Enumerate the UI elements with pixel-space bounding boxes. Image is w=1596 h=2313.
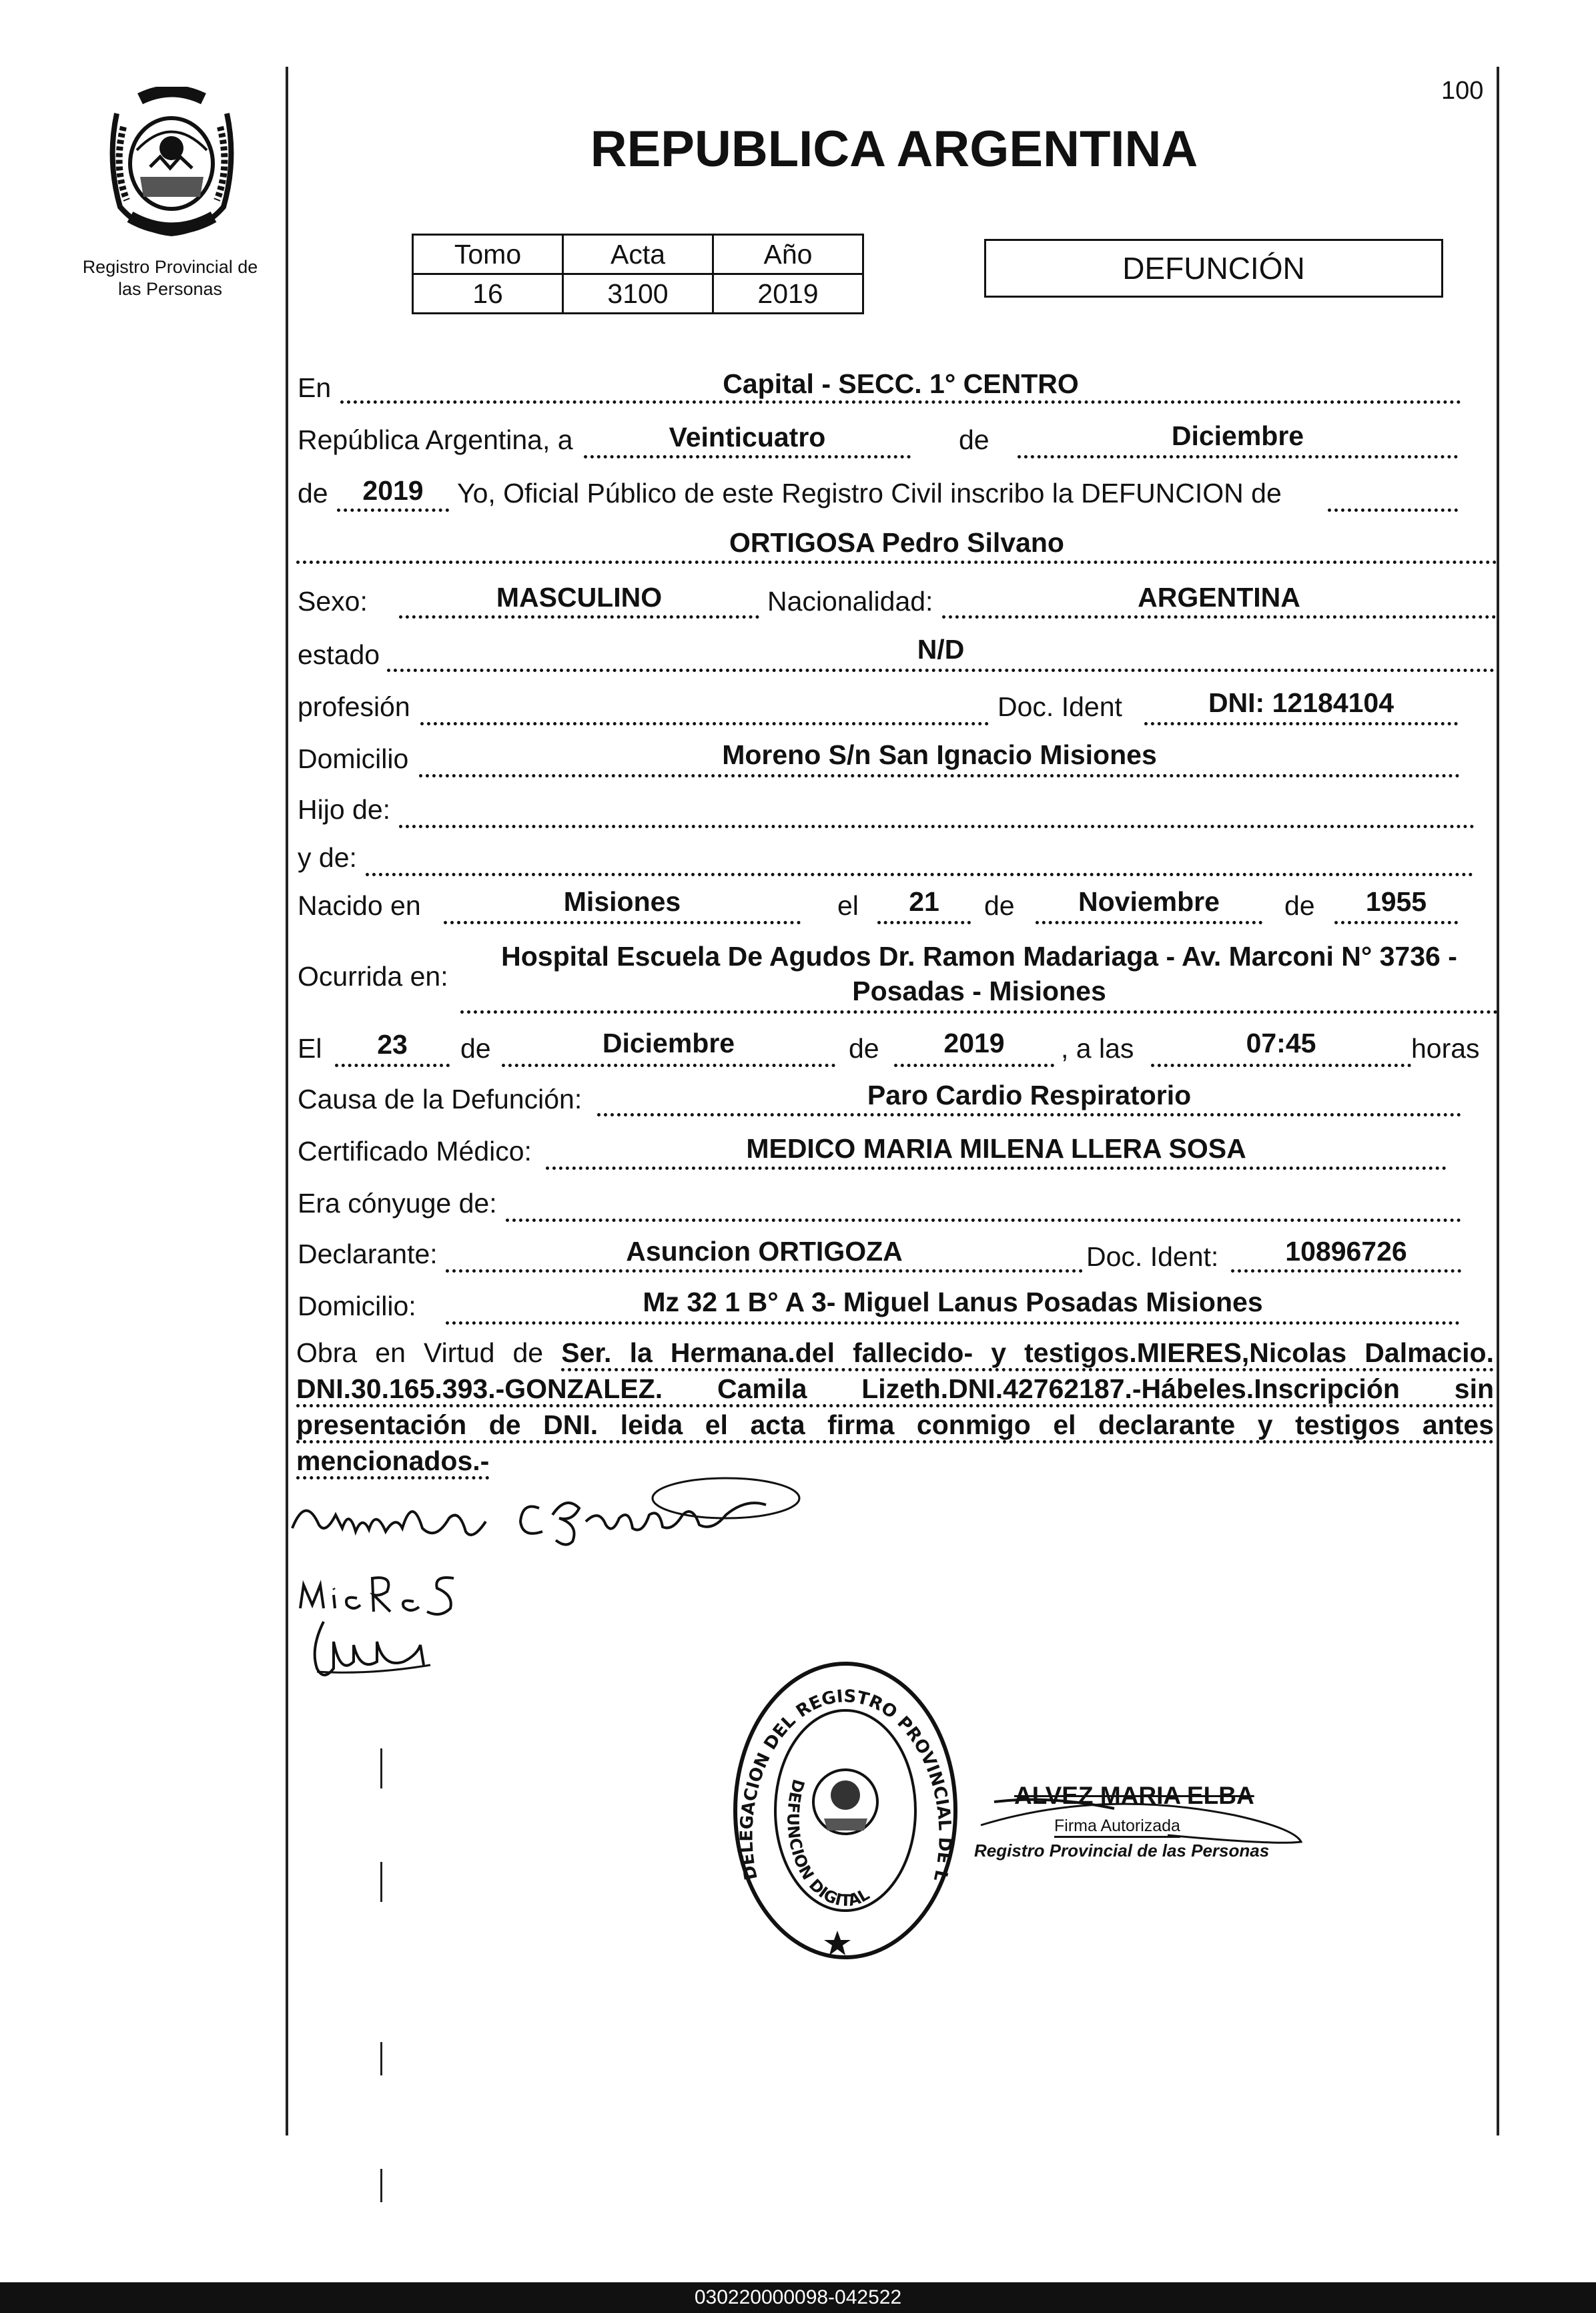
deceased-name: ORTIGOSA Pedro Silvano (729, 527, 1064, 558)
seal-inner-text: DEFUNCION DIGITAL (783, 1777, 873, 1910)
register-header-anio: Año (713, 235, 863, 274)
dotted-line (444, 921, 801, 924)
label-declarante: Declarante: (298, 1239, 438, 1269)
label-profesion: profesión (298, 691, 410, 722)
dotted-line (1334, 921, 1458, 924)
label-estado: estado (298, 639, 380, 670)
civil-status-value: N/D (917, 634, 965, 665)
dotted-line (597, 1113, 1461, 1116)
label-de: de (959, 424, 989, 455)
label-hijo-de: Hijo de: (298, 794, 391, 825)
registration-year: 2019 (362, 475, 424, 506)
label-obra: Obra en Virtud de (296, 1337, 544, 1368)
register-value-anio: 2019 (713, 274, 863, 314)
place-of-death-line2: Posadas - Misiones (852, 976, 1106, 1006)
registration-month: Diciembre (1171, 420, 1304, 451)
label-de-birth-month: de (984, 890, 1015, 921)
label-nacionalidad: Nacionalidad: (767, 586, 933, 617)
label-domicilio: Domicilio (298, 743, 409, 774)
dotted-line (337, 509, 449, 512)
label-ocurrida-en: Ocurrida en: (298, 961, 448, 992)
dotted-line (877, 921, 971, 924)
dotted-line (1144, 722, 1458, 725)
label-de-death-year: de (849, 1033, 879, 1064)
label-en: En (298, 372, 332, 403)
declarant-address-value: Mz 32 1 B° A 3- Miguel Lanus Posadas Misiones (643, 1287, 1263, 1317)
official-name: ALVEZ MARIA ELBA (1014, 1782, 1254, 1809)
declarant-signature (286, 1468, 833, 1562)
registry-name-line2: las Personas (117, 279, 223, 299)
death-day-value: 23 (377, 1029, 408, 1060)
document-id-value: DNI: 12184104 (1208, 687, 1394, 718)
dotted-line (296, 561, 1497, 564)
dotted-line (502, 1064, 835, 1067)
document-code-bar (0, 2282, 1596, 2313)
dotted-line (446, 1321, 1460, 1325)
dotted-line (894, 1064, 1054, 1067)
third-signature (304, 1615, 464, 1688)
dotted-line (335, 1064, 450, 1067)
dotted-line (942, 615, 1496, 619)
coat-of-arms-icon (100, 87, 244, 237)
province-emblem (100, 87, 244, 237)
official-role: Firma Autorizada (1054, 1816, 1180, 1838)
label-doc-ident: Doc. Ident (998, 691, 1122, 722)
dotted-line (399, 615, 759, 619)
label-y-de: y de: (298, 842, 357, 873)
dotted-line (420, 722, 989, 725)
left-margin-tick (380, 1862, 382, 1902)
label-sexo: Sexo: (298, 586, 368, 617)
medical-certificate-value: MEDICO MARIA MILENA LLERA SOSA (746, 1133, 1246, 1164)
label-de-death-month: de (460, 1033, 491, 1064)
left-margin-line (286, 67, 288, 2135)
observations-text: Ser. la Hermana.del fallecido- y testigos.MIERES,Nicolas Dalmacio. DNI.30.165.393.-GONZALEZ. Camila Lizeth.DNI.42762187.-Hábeles.Inscripción sin presentación de DNI. leida el acta firma conmigo el declarante y testigos antes mencionados.- (296, 1337, 1494, 1479)
right-margin-line (1497, 67, 1499, 2135)
label-oficial-statement: Yo, Oficial Público de este Registro Civil inscribo la DEFUNCION de (457, 478, 1282, 509)
observations-paragraph (296, 1335, 1494, 1479)
dotted-line (584, 455, 911, 458)
dotted-line (546, 1167, 1447, 1170)
left-margin-tick (380, 2169, 382, 2202)
label-doc-ident-declarant: Doc. Ident: (1086, 1241, 1219, 1272)
label-el-date: El (298, 1033, 322, 1064)
birth-year-value: 1955 (1365, 886, 1427, 917)
register-value-acta: 3100 (563, 274, 713, 314)
dotted-line (1328, 509, 1458, 512)
death-month-value: Diciembre (602, 1028, 735, 1058)
label-conyuge: Era cónyuge de: (298, 1188, 497, 1219)
label-certificado: Certificado Médico: (298, 1136, 532, 1167)
nationality-value: ARGENTINA (1138, 582, 1300, 613)
declarant-name-value: Asuncion ORTIGOZA (626, 1236, 903, 1267)
label-domicilio-declarant: Domicilio: (298, 1291, 416, 1321)
dotted-line (1151, 1064, 1411, 1067)
dotted-line (419, 774, 1460, 777)
death-year-value: 2019 (943, 1028, 1005, 1058)
label-horas: horas (1411, 1033, 1480, 1064)
place-of-registration: Capital - SECC. 1° CENTRO (723, 368, 1079, 399)
birth-month-value: Noviembre (1078, 886, 1220, 917)
document-type: DEFUNCIÓN (1122, 251, 1305, 286)
witness-signature (294, 1555, 494, 1622)
death-time-value: 07:45 (1246, 1028, 1316, 1058)
dotted-line (399, 825, 1475, 828)
document-type-box (984, 239, 1443, 298)
label-de-birth-year: de (1284, 890, 1315, 921)
star-icon (824, 1931, 851, 1955)
official-seal (731, 1658, 961, 1962)
label-el: el (837, 890, 859, 921)
dotted-line (1018, 455, 1458, 458)
registration-day-words: Veinticuatro (669, 422, 826, 452)
label-republica: República Argentina, a (298, 424, 573, 455)
seal-ring-text: DELEGACION DEL REGISTRO PROVINCIAL DE L (737, 1686, 955, 1883)
official-office: Registro Provincial de las Personas (974, 1841, 1270, 1861)
register-value-tomo: 16 (413, 274, 563, 314)
place-of-death-line1: Hospital Escuela De Agudos Dr. Ramon Madariaga - Av. Marconi N° 3736 - (501, 941, 1457, 972)
birth-day-value: 21 (909, 886, 939, 917)
register-table (412, 234, 864, 314)
label-a-las: , a las (1061, 1033, 1134, 1064)
registry-name-line1: Registro Provincial de (82, 257, 258, 277)
sex-value: MASCULINO (496, 582, 663, 613)
cause-of-death-value: Paro Cardio Respiratorio (867, 1080, 1192, 1110)
register-header-acta: Acta (563, 235, 713, 274)
dotted-line (366, 873, 1473, 876)
dotted-line (1036, 921, 1262, 924)
register-header-tomo: Tomo (413, 235, 563, 274)
dotted-line (1231, 1269, 1461, 1273)
dotted-line (446, 1269, 1083, 1273)
page-title: REPUBLICA ARGENTINA (590, 121, 1198, 178)
label-nacido-en: Nacido en (298, 890, 421, 921)
declarant-doc-value: 10896726 (1285, 1236, 1407, 1267)
dotted-line (460, 1010, 1498, 1014)
document-code: 030220000098-042522 (694, 2286, 902, 2308)
dotted-line (340, 400, 1461, 404)
left-margin-tick (380, 1748, 382, 1788)
official-signature (967, 1762, 1314, 1882)
left-margin-tick (380, 2042, 382, 2075)
label-causa: Causa de la Defunción: (298, 1084, 582, 1114)
address-value: Moreno S/n San Ignacio Misiones (722, 739, 1157, 770)
dotted-line (506, 1219, 1461, 1222)
birthplace-value: Misiones (563, 886, 681, 917)
page-number: 100 (1441, 77, 1484, 105)
label-de-year: de (298, 478, 328, 509)
dotted-line (387, 669, 1495, 672)
